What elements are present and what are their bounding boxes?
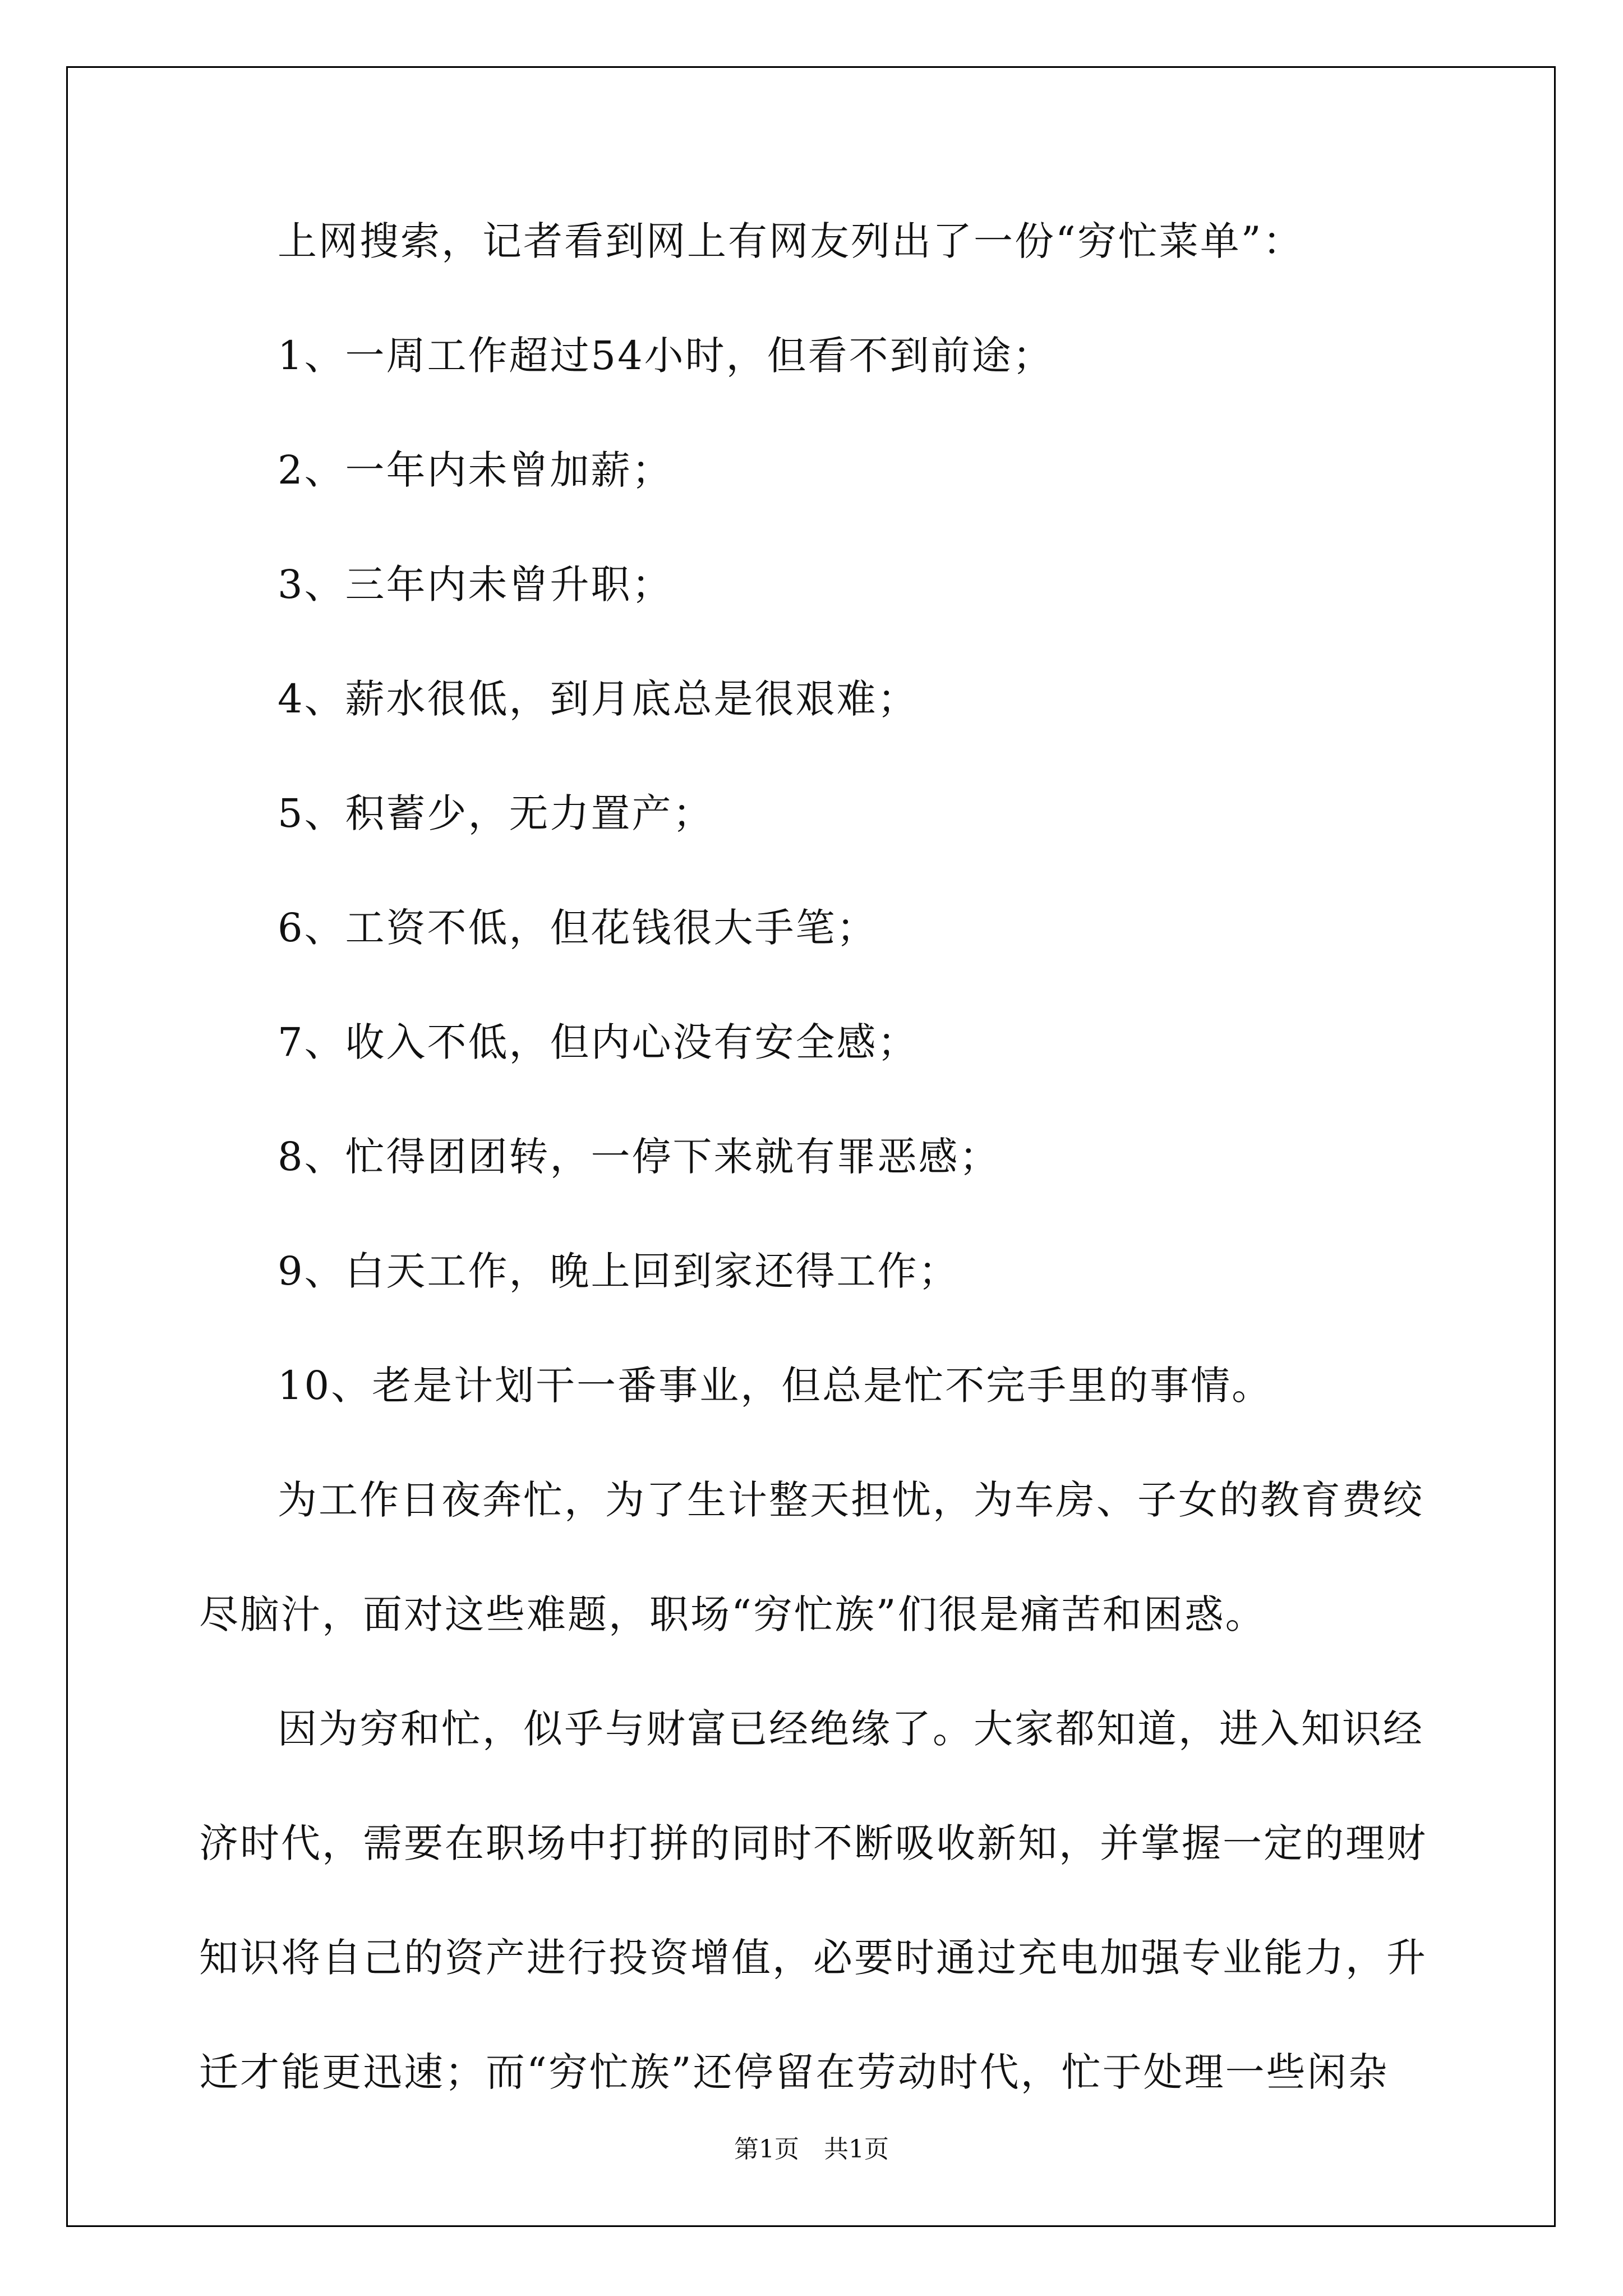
- list-item: 10、老是计划干一番事业，但总是忙不完手里的事情。: [278, 1363, 1273, 1409]
- list-item: 7、收入不低，但内心没有安全感；: [278, 1019, 919, 1065]
- paragraph-line: 为工作日夜奔忙，为了生计整天担忧，为车房、子女的教育费绞: [278, 1477, 1424, 1523]
- page-footer: [0, 2133, 1623, 2166]
- paragraph-line: 尽脑汁，面对这些难题，职场“穷忙族”们很是痛苦和困惑。: [199, 1591, 1266, 1637]
- list-item: 8、忙得团团转，一停下来就有罪恶感；: [278, 1134, 1000, 1180]
- list-item: 5、积蓄少，无力置产；: [278, 790, 714, 836]
- page-number: 第1页: [734, 2135, 799, 2164]
- list-item: 2、一年内未曾加薪；: [278, 447, 673, 493]
- list-item: 1、一周工作超过54小时，但看不到前途；: [278, 333, 1054, 379]
- page-total: 共1页: [824, 2135, 889, 2164]
- list-item: 4、薪水很低，到月底总是很艰难；: [278, 676, 919, 722]
- list-item: 6、工资不低，但花钱很大手笔；: [278, 905, 878, 951]
- paragraph-line: 知识将自己的资产进行投资增值，必要时通过充电加强专业能力，升: [199, 1935, 1427, 1981]
- paragraph-line: 因为穷和忙，似乎与财富已经绝缘了。大家都知道，进入知识经: [278, 1706, 1424, 1752]
- intro-line: 上网搜索，记者看到网上有网友列出了一份“穷忙菜单”：: [278, 218, 1304, 264]
- paragraph-line: 迁才能更迅速；而“穷忙族”还停留在劳动时代，忙于处理一些闲杂: [199, 2049, 1389, 2095]
- paragraph-line: 济时代，需要在职场中打拼的同时不断吸收新知，并掌握一定的理财: [199, 1820, 1427, 1866]
- list-item: 3、三年内未曾升职；: [278, 562, 673, 608]
- document-body: [199, 213, 1427, 2159]
- list-item: 9、白天工作，晚上回到家还得工作；: [278, 1248, 960, 1294]
